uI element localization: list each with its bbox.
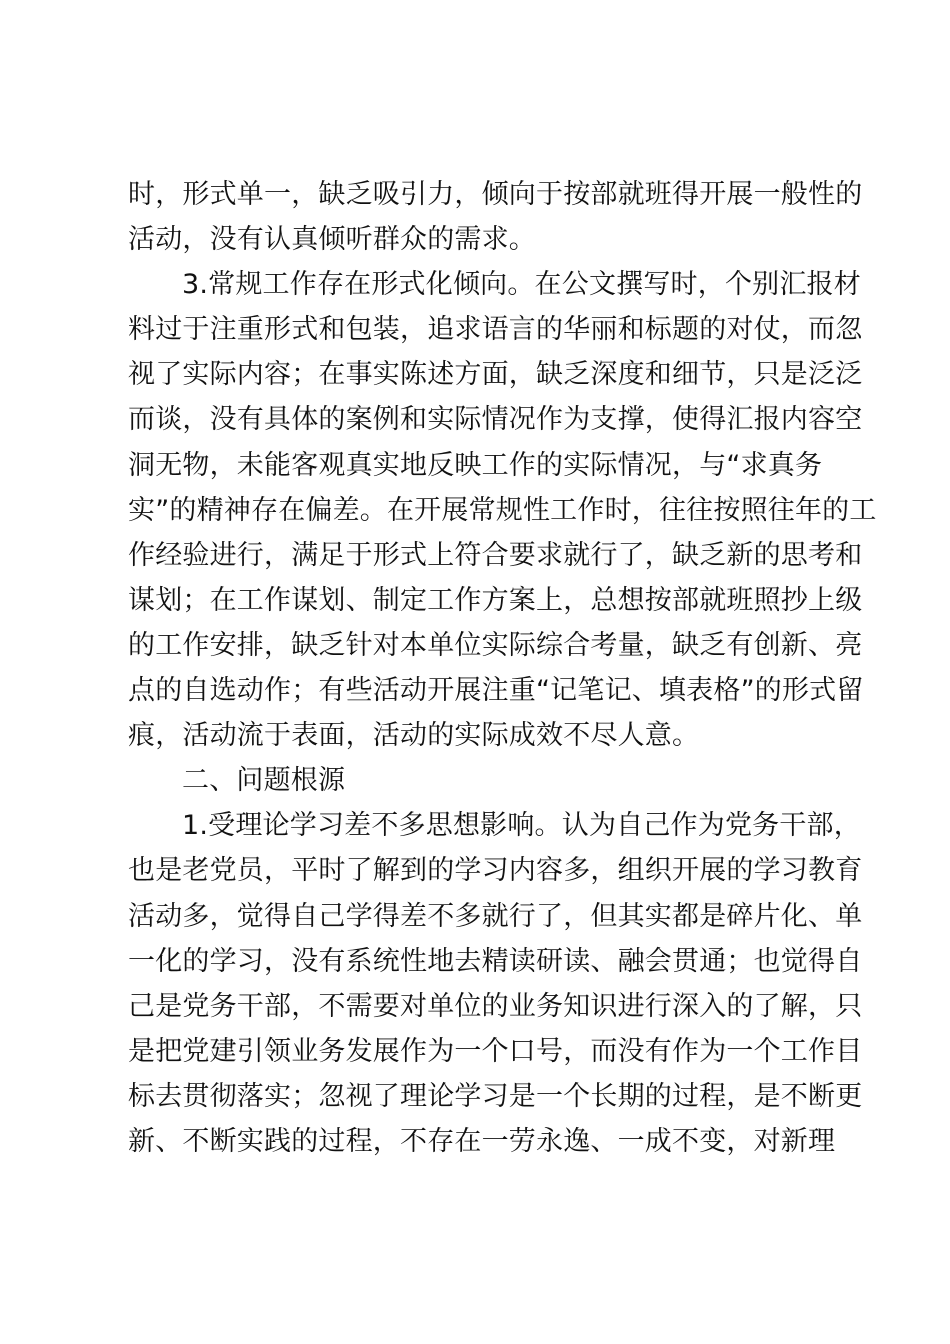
- text-line: 己是党务干部，不需要对单位的业务知识进行深入的了解，只: [128, 990, 863, 1022]
- body-text: [128, 172, 877, 1164]
- section-heading: 二、问题根源: [182, 765, 346, 797]
- text-line: 活动多，觉得自己学得差不多就行了，但其实都是碎片化、单: [128, 900, 863, 932]
- text-line: 谋划；在工作谋划、制定工作方案上，总想按部就班照抄上级: [128, 584, 863, 616]
- text-line: 也是老党员，平时了解到的学习内容多，组织开展的学习教育: [128, 855, 863, 887]
- text-line: 新、不断实践的过程，不存在一劳永逸、一成不变，对新理: [128, 1125, 836, 1157]
- text-line: 视了实际内容；在事实陈述方面，缺乏深度和细节，只是泛泛: [128, 359, 863, 391]
- text-line: 活动，没有认真倾听群众的需求。: [128, 224, 536, 256]
- text-line: 而谈，没有具体的案例和实际情况作为支撑，使得汇报内容空: [128, 404, 863, 436]
- text-line: 一化的学习，没有系统性地去精读研读、融会贯通；也觉得自: [128, 945, 863, 977]
- text-line: 时，形式单一，缺乏吸引力，倾向于按部就班得开展一般性的: [128, 179, 863, 210]
- paragraph-start-line: 3.常规工作存在形式化倾向。在公文撰写时，个别汇报材: [182, 269, 861, 301]
- text-line: 洞无物，未能客观真实地反映工作的实际情况，与“求真务: [128, 449, 823, 481]
- text-line: 痕，活动流于表面，活动的实际成效不尽人意。: [128, 720, 700, 752]
- text-line: 标去贯彻落实；忽视了理论学习是一个长期的过程，是不断更: [128, 1080, 863, 1112]
- text-line: 点的自选动作；有些活动开展注重“记笔记、填表格”的形式留: [128, 675, 864, 707]
- text-line: 是把党建引领业务发展作为一个口号，而没有作为一个工作目: [128, 1035, 863, 1067]
- paragraph-start-line: 1.受理论学习差不多思想影响。认为自己作为党务干部，: [182, 810, 861, 842]
- text-line: 作经验进行，满足于形式上符合要求就行了，缺乏新的思考和: [128, 539, 863, 571]
- text-line: 实”的精神存在偏差。在开展常规性工作时，往往按照往年的工: [128, 494, 877, 526]
- text-line: 的工作安排，缺乏针对本单位实际综合考量，缺乏有创新、亮: [128, 629, 863, 661]
- text-line: 料过于注重形式和包装，追求语言的华丽和标题的对仗，而忽: [128, 314, 863, 346]
